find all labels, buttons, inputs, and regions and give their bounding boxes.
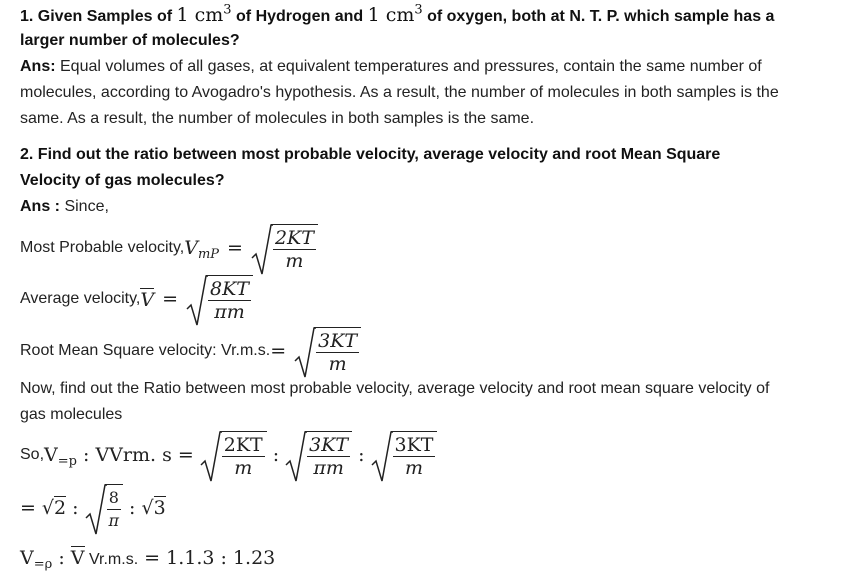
ratio-simplified-equation: = √2 : $\frac{8}{\pi}$ : √3: [20, 482, 166, 534]
answer-1-line-1: [20, 54, 762, 80]
mp-var: $V_{mP}$: [184, 237, 220, 262]
so-f2-denominator: πm: [313, 457, 344, 479]
eq2-numerator: 8: [108, 488, 119, 507]
answer-1-label: Ans:: [20, 58, 56, 75]
final-lhs: $V_{=\rho}$ : V: [20, 547, 85, 572]
average-velocity-equation: Average velocity, V = $\frac{8KT}{\pi m}$: [20, 273, 253, 325]
question-2-line-1: 2. Find out the ratio between most probable velocity, average velocity and root Mean Square: [20, 146, 721, 163]
mp-denominator: m: [285, 250, 304, 272]
avg-var: V: [140, 288, 155, 311]
rms-velocity-equation: Root Mean Square velocity: Vr.m.s. = $\frac{3KT}{m}$: [20, 325, 361, 377]
eq2-denominator: π: [108, 511, 120, 530]
mp-sqrt: [251, 224, 318, 272]
final-rms: Vr.m.s.: [84, 551, 139, 568]
so-f3-numerator: 3KT: [394, 434, 434, 456]
mp-numerator: 2KT: [274, 227, 314, 249]
answer-1-text: Equal volumes of all gases, at equivalent temperatures and pressures, contain the same number of: [55, 58, 762, 75]
so-f1-numerator: 2KT: [223, 434, 263, 456]
q1-suffix: of oxygen, both at N. T. P. which sample has a: [422, 8, 775, 25]
avg-numerator: 8KT: [210, 278, 249, 300]
sqrt-8-over-pi: [85, 484, 124, 532]
so-sqrt-1: [200, 431, 267, 479]
q1-mid: of Hydrogen and: [231, 8, 368, 25]
answer-2-label: Ans :: [20, 198, 60, 215]
rms-numerator: 3KT: [318, 330, 358, 352]
answer-1-line-3: same. As a result, the number of molecules in both samples is the same.: [20, 110, 535, 127]
avg-label: Average velocity,: [20, 290, 141, 307]
now-line-1: Now, find out the Ratio between most probable velocity, average velocity and root mean square velocity of: [20, 380, 770, 397]
now-line-2: gas molecules: [20, 406, 123, 423]
avg-denominator: πm: [214, 301, 245, 323]
most-probable-velocity-equation: Most Probable velocity, $V_{mP}$ = $\frac{2KT}{m}$: [20, 222, 318, 274]
answer-2-text: Since,: [60, 198, 109, 215]
answer-2-line-1: [20, 194, 109, 220]
sqrt-2-term: √2: [41, 497, 67, 519]
question-2-line-2: Velocity of gas molecules?: [20, 172, 225, 189]
q1-prefix: 1. Given Samples of: [20, 8, 177, 25]
rms-sqrt: [294, 327, 361, 375]
sqrt-3-term: √3: [141, 497, 166, 519]
q1-unit-2: 1 $cm^3$: [367, 2, 423, 26]
so-sqrt-3: [371, 431, 438, 479]
final-result: = 1.1.3 : 1.23: [138, 547, 276, 569]
question-1-line-2: larger number of molecules?: [20, 32, 240, 49]
so-label: So,: [20, 446, 45, 463]
answer-1-line-2: molecules, according to Avogadro's hypothesis. As a result, the number of molecules in both samples is the: [20, 84, 779, 101]
so-sqrt-2: [285, 431, 352, 479]
so-f2-numerator: 3KT: [309, 434, 349, 456]
final-ratio: [20, 544, 275, 574]
avg-sqrt: [186, 275, 253, 323]
q1-unit-1: 1 $cm^3$: [176, 2, 232, 26]
question-1-line-1: [20, 2, 774, 30]
so-f1-denominator: m: [234, 457, 253, 479]
so-f3-denominator: m: [404, 457, 423, 479]
so-lhs: $V_{=p}$ : VVrm. s: [44, 444, 172, 469]
ratio-equation: So, $V_{=p}$ : VVrm. s = $\frac{2KT}{m}$ : $\frac{3KT}{\pi m}$ : $\frac{3KT}{m}$: [20, 428, 437, 482]
rms-label: Root Mean Square velocity: Vr.m.s.: [20, 342, 271, 359]
mp-label: Most Probable velocity,: [20, 239, 185, 256]
rms-denominator: m: [328, 353, 347, 375]
